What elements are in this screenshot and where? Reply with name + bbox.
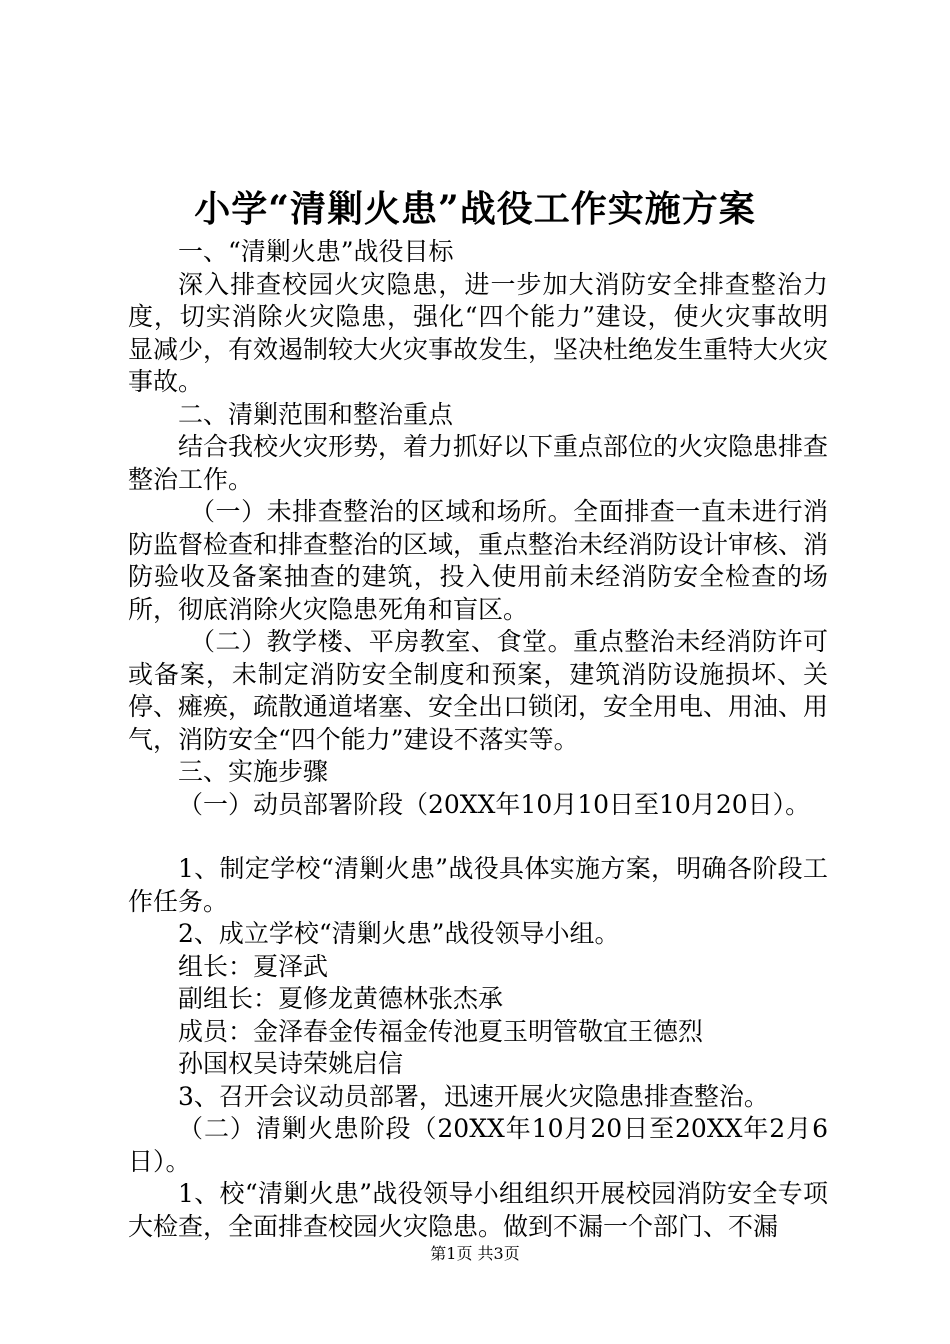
list-item: 副组长：夏修龙黄德林张杰承 <box>178 984 504 1013</box>
subsection-heading: （一）动员部署阶段（20XX年10月10日至10月20日）。 <box>178 789 811 819</box>
subsection-heading: （二）清剿火患阶段（20XX年10月20日至20XX年2月6日）。 <box>128 1114 828 1176</box>
list-item: 3、召开会议动员部署，迅速开展火灾隐患排查整治。 <box>178 1081 769 1111</box>
paragraph: （二）教学楼、平房教室、食堂。重点整治未经消防许可或备案，未制定消防安全制度和预案，建筑消防设施损坏、关停、瘫痪，疏散通道堵塞、安全出口锁闭，安全用电、用油、用气，消防安全“四个能力”建设不落实等。 <box>128 627 829 754</box>
paragraph: 1、校“清剿火患”战役领导小组组织开展校园消防安全专项大检查，全面排查校园火灾隐患。做到不漏一个部门、不漏 <box>128 1179 828 1241</box>
paragraph: 结合我校火灾形势，着力抓好以下重点部位的火灾隐患排查整治工作。 <box>128 432 829 494</box>
section-heading-1: 一、“清剿火患”战役目标 <box>178 237 454 266</box>
document-body <box>128 236 828 1243</box>
paragraph: 深入排查校园火灾隐患，进一步加大消防安全排查整治力度，切实消除火灾隐患，强化“四个能力”建设，使火灾事故明显减少，有效遏制较大火灾事故发生，坚决杜绝发生重特大火灾事故。 <box>128 269 829 396</box>
list-item: 组长：夏泽武 <box>178 951 329 981</box>
list-item: 2、成立学校“清剿火患”战役领导小组。 <box>178 919 620 948</box>
section-heading-3: 三、实施步骤 <box>178 757 329 786</box>
page-footer: 第1页 共3页 <box>430 1244 520 1263</box>
list-item: 孙国权吴诗荣姚启信 <box>178 1049 404 1078</box>
blank-line <box>128 821 828 853</box>
paragraph: （一）未排查整治的区域和场所。全面排查一直未进行消防监督检查和排查整治的区域，重点整治未经消防设计审核、消防验收及备案抽查的建筑，投入使用前未经消防安全检查的场所，彻底消除火灾隐患死角和盲区。 <box>128 497 829 624</box>
page-title: 小学“清剿火患”战役工作实施方案 <box>194 188 756 230</box>
list-item: 成员：金泽春金传福金传池夏玉明管敬宜王德烈 <box>178 1016 704 1046</box>
list-item: 1、制定学校“清剿火患”战役具体实施方案，明确各阶段工作任务。 <box>128 854 828 916</box>
section-heading-2: 二、清剿范围和整治重点 <box>178 399 454 429</box>
